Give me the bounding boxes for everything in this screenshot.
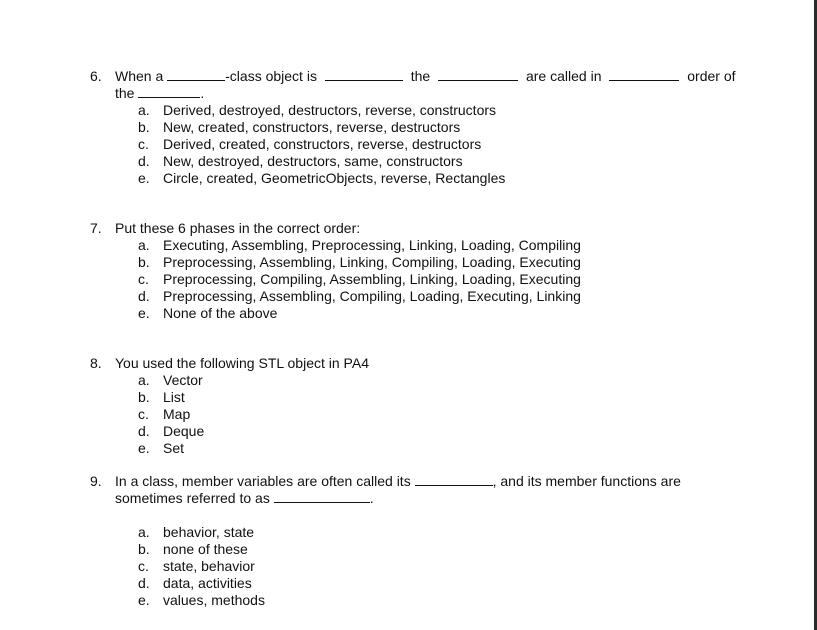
prompt-line-1: When a -class object is the are called in order of bbox=[115, 68, 736, 84]
answer-option[interactable]: b. New, created, constructors, reverse, destructors bbox=[138, 119, 461, 135]
prompt-line-1: Put these 6 phases in the correct order: bbox=[115, 220, 361, 236]
answer-option[interactable]: b. List bbox=[138, 389, 185, 405]
answer-option[interactable]: a. Derived, destroyed, destructors, reverse, constructors bbox=[138, 102, 497, 118]
answer-option[interactable]: d. New, destroyed, destructors, same, constructors bbox=[138, 153, 463, 169]
prompt-line-1: You used the following STL object in PA4 bbox=[115, 355, 369, 371]
fill-blank bbox=[438, 68, 518, 81]
answer-option[interactable]: a. Vector bbox=[138, 372, 203, 388]
answer-option[interactable]: b. Preprocessing, Assembling, Linking, Compiling, Loading, Executing bbox=[138, 254, 581, 270]
prompt-line-2: sometimes referred to as . bbox=[115, 490, 374, 506]
answer-option[interactable]: d. Deque bbox=[138, 423, 205, 439]
fill-blank bbox=[138, 85, 200, 98]
answer-options bbox=[138, 237, 581, 322]
answer-option[interactable]: c. Map bbox=[138, 406, 191, 422]
question-number: 6. bbox=[90, 68, 102, 84]
answer-option[interactable]: d. Preprocessing, Assembling, Compiling, Loading, Executing, Linking bbox=[138, 288, 581, 304]
answer-option[interactable]: e. Circle, created, GeometricObjects, reverse, Rectangles bbox=[138, 170, 506, 186]
answer-option[interactable]: b. none of these bbox=[138, 541, 248, 557]
answer-option[interactable]: e. None of the above bbox=[138, 305, 278, 321]
answer-option[interactable]: c. Preprocessing, Compiling, Assembling, Linking, Loading, Executing bbox=[138, 271, 581, 287]
fill-blank bbox=[274, 490, 370, 503]
fill-blank bbox=[325, 68, 403, 81]
question-number: 8. bbox=[90, 355, 102, 371]
answer-option[interactable]: c. state, behavior bbox=[138, 558, 255, 574]
answer-option[interactable]: a. Executing, Assembling, Preprocessing, Linking, Loading, Compiling bbox=[138, 237, 581, 253]
answer-option[interactable]: a. behavior, state bbox=[138, 524, 255, 540]
prompt-line-1: In a class, member variables are often called its , and its member functions are bbox=[115, 473, 681, 489]
answer-option[interactable]: e. Set bbox=[138, 440, 185, 456]
prompt-line-2: the . bbox=[115, 85, 205, 101]
answer-options bbox=[138, 372, 204, 457]
fill-blank bbox=[167, 68, 225, 81]
answer-option[interactable]: d. data, activities bbox=[138, 575, 252, 591]
fill-blank bbox=[415, 473, 493, 486]
answer-option[interactable]: e. values, methods bbox=[138, 592, 265, 608]
answer-option[interactable]: c. Derived, created, constructors, reverse, destructors bbox=[138, 136, 482, 152]
question-number: 7. bbox=[90, 220, 102, 236]
question-number: 9. bbox=[90, 473, 102, 489]
fill-blank bbox=[609, 68, 679, 81]
answer-options bbox=[138, 524, 265, 609]
answer-options bbox=[138, 102, 505, 187]
